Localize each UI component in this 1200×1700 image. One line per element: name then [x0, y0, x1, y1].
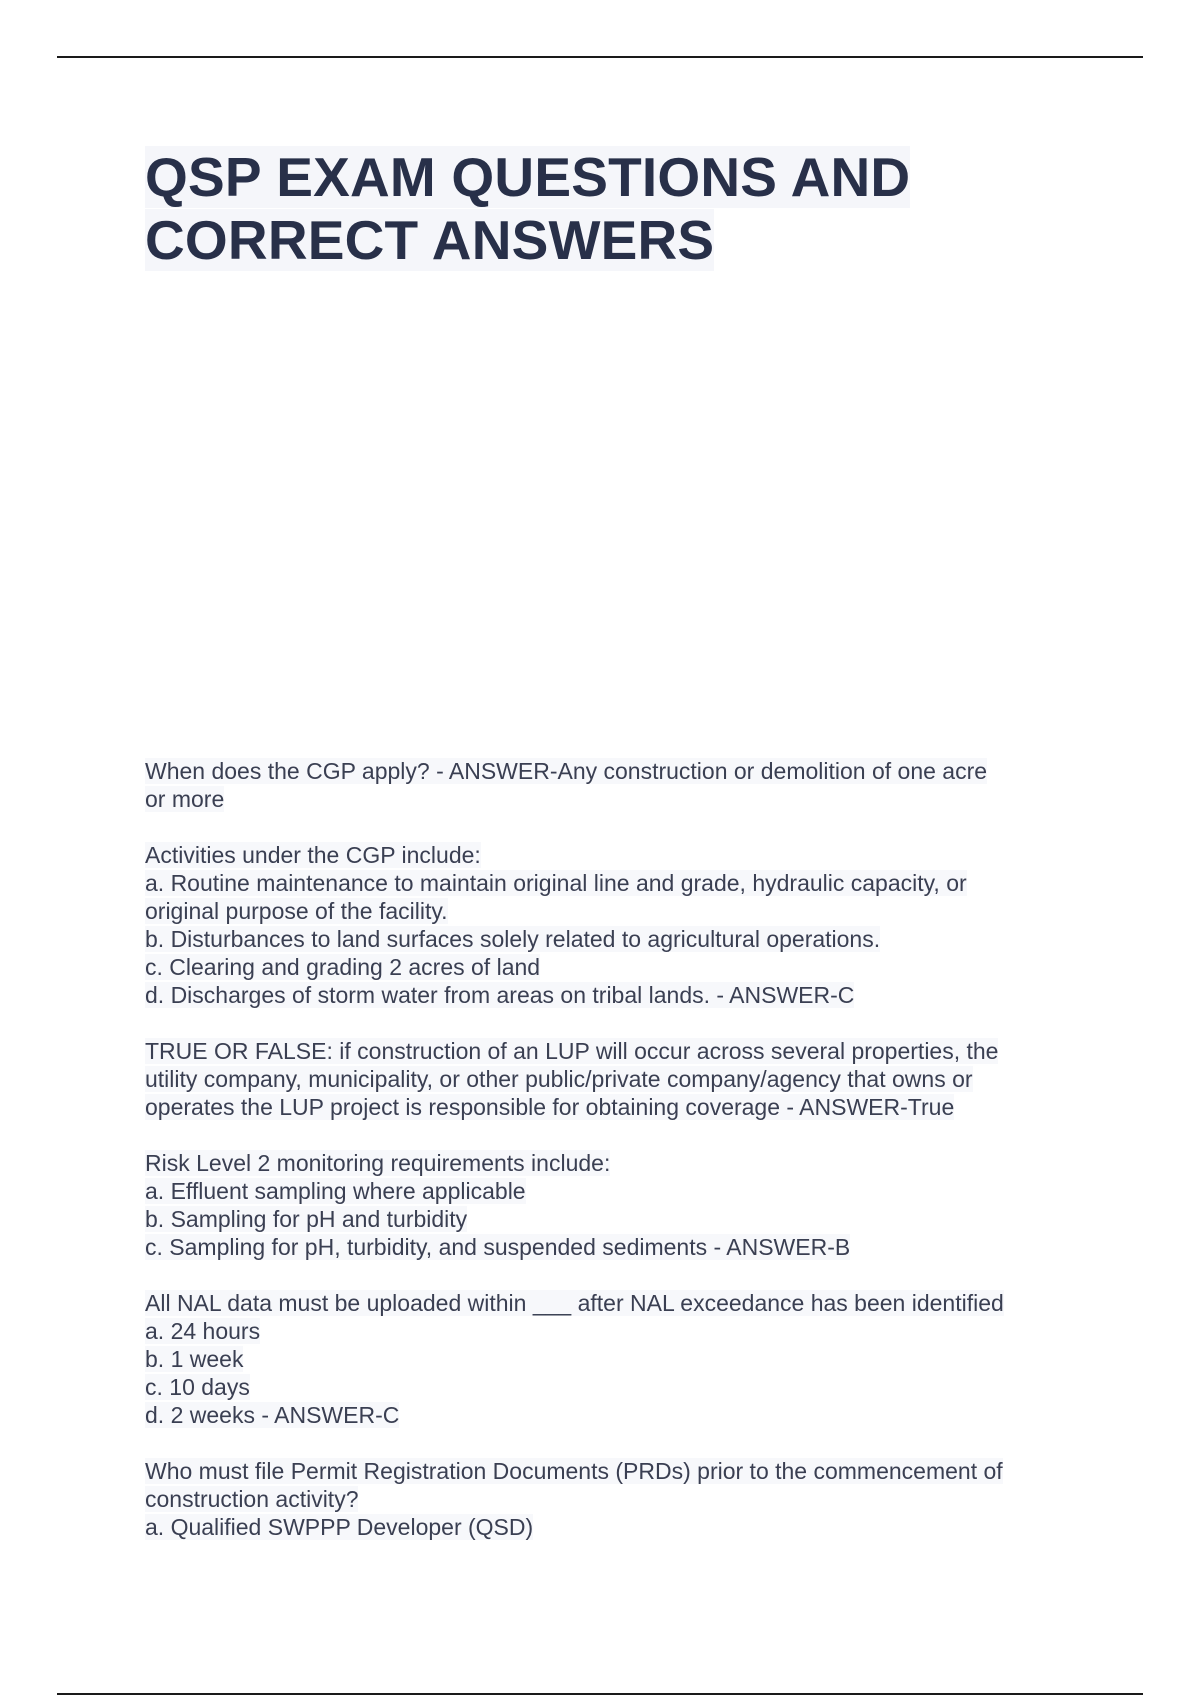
- questions-section: [145, 757, 1065, 1569]
- question-4-line-1: Risk Level 2 monitoring requirements include:: [145, 1150, 611, 1176]
- question-2-line-6: d. Discharges of storm water from areas on tribal lands. - ANSWER-C: [145, 982, 855, 1008]
- question-block-6: [145, 1457, 1065, 1541]
- top-rule: [57, 56, 1143, 58]
- question-3-line-1: TRUE OR FALSE: if construction of an LUP will occur across several properties, the: [145, 1038, 999, 1064]
- question-4-line-3: b. Sampling for pH and turbidity: [145, 1206, 468, 1232]
- question-block-3: [145, 1037, 1065, 1121]
- question-block-5: [145, 1289, 1065, 1429]
- question-3-line-2: utility company, municipality, or other public/private company/agency that owns or: [145, 1066, 973, 1092]
- question-1-line-1: When does the CGP apply? - ANSWER-Any construction or demolition of one acre: [145, 758, 988, 784]
- question-5-line-5: d. 2 weeks - ANSWER-C: [145, 1402, 400, 1428]
- question-2-line-3: original purpose of the facility.: [145, 898, 448, 924]
- question-block-1: [145, 757, 1065, 813]
- question-4-line-2: a. Effluent sampling where applicable: [145, 1178, 526, 1204]
- question-6-line-2: construction activity?: [145, 1486, 359, 1512]
- question-2-line-1: Activities under the CGP include:: [145, 842, 481, 868]
- question-block-2: [145, 841, 1065, 1009]
- question-2-line-2: a. Routine maintenance to maintain original line and grade, hydraulic capacity, or: [145, 870, 967, 896]
- title-line-1: QSP EXAM QUESTIONS AND: [145, 146, 911, 208]
- question-2-line-4: b. Disturbances to land surfaces solely related to agricultural operations.: [145, 926, 881, 952]
- question-1-line-2: or more: [145, 786, 225, 812]
- bottom-rule: [57, 1693, 1143, 1695]
- document-title: [145, 146, 1045, 272]
- question-block-4: [145, 1149, 1065, 1261]
- question-4-line-4: c. Sampling for pH, turbidity, and suspended sediments - ANSWER-B: [145, 1234, 851, 1260]
- question-5-line-1: All NAL data must be uploaded within ___ after NAL exceedance has been identified: [145, 1290, 1004, 1316]
- question-5-line-4: c. 10 days: [145, 1374, 250, 1400]
- question-2-line-5: c. Clearing and grading 2 acres of land: [145, 954, 541, 980]
- question-5-line-3: b. 1 week: [145, 1346, 244, 1372]
- title-line-2: CORRECT ANSWERS: [145, 209, 715, 271]
- question-3-line-3: operates the LUP project is responsible for obtaining coverage - ANSWER-True: [145, 1094, 955, 1120]
- question-6-line-1: Who must file Permit Registration Documents (PRDs) prior to the commencement of: [145, 1458, 1003, 1484]
- question-5-line-2: a. 24 hours: [145, 1318, 261, 1344]
- question-6-line-3: a. Qualified SWPPP Developer (QSD): [145, 1514, 534, 1540]
